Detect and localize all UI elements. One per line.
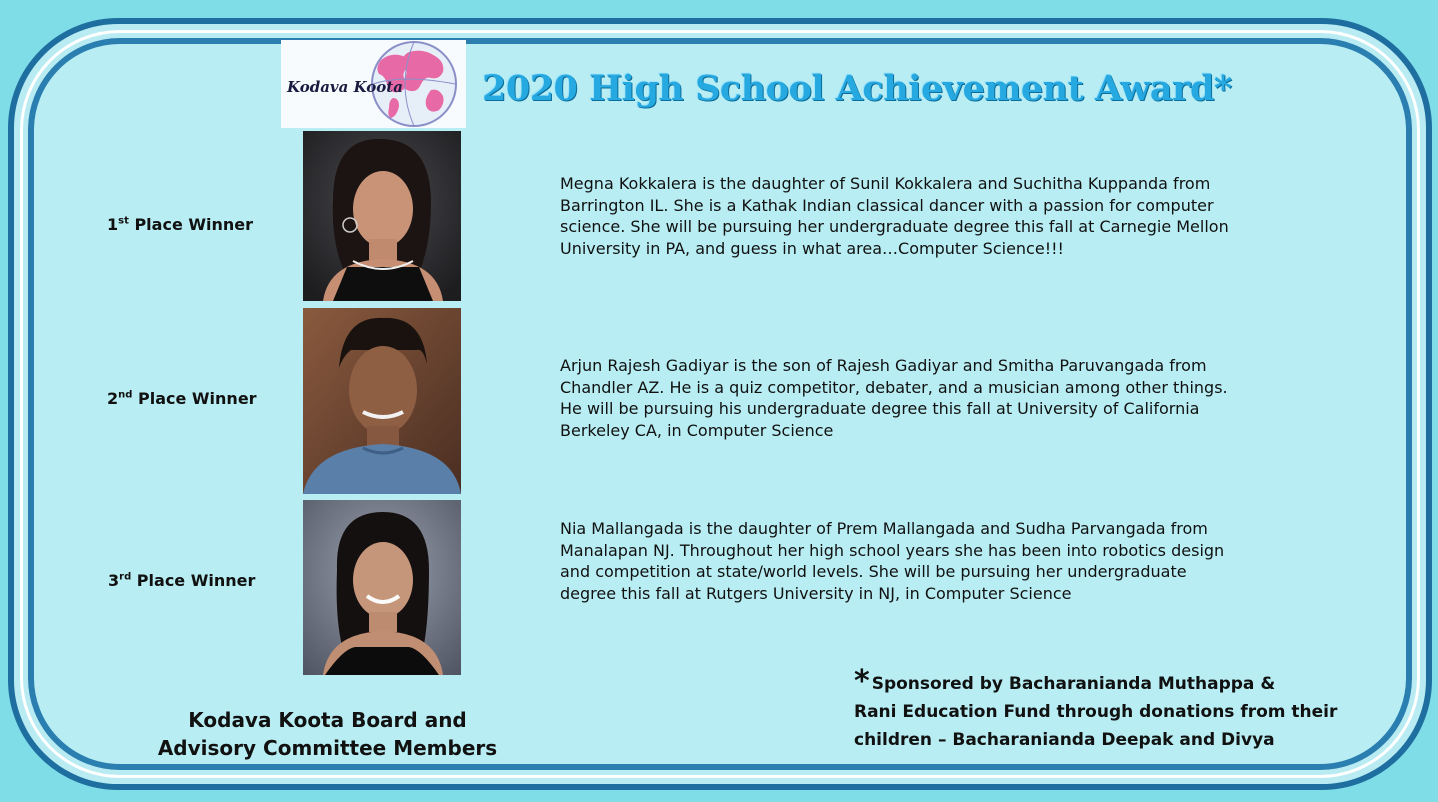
first-place-label: 1st Place Winner [107, 215, 254, 234]
kodava-koota-logo [281, 40, 466, 128]
second-place-label: 2nd Place Winner [107, 389, 257, 408]
board-credit-line1: Kodava Koota Board and [188, 708, 467, 732]
sponsor-line2: Rani Education Fund through donations from their [854, 702, 1338, 722]
second-place-photo [303, 308, 461, 494]
logo-text: Kodava Koota [287, 78, 403, 96]
second-place-bio: Arjun Rajesh Gadiyar is the son of Rajesh Gadiyar and Smitha Paruvangada from Chandler AZ. He is a quiz competitor, debater, and a musician among other things. He will be pursuing his undergraduate degree this fall at University of California Berkeley CA, in Computer Science [560, 356, 1228, 440]
third-place-photo [303, 500, 461, 675]
sponsor-line1: * Sponsored by Bacharanianda Muthappa & [854, 664, 1276, 699]
third-place-bio: Nia Mallangada is the daughter of Prem Mallangada and Sudha Parvangada from Manalapan NJ. Throughout her high school years she has been into robotics design and competition at state/world levels. She will be pursuing her undergraduate degree this fall at Rutgers University in NJ, in Computer Science [560, 519, 1225, 603]
first-place-bio: Megna Kokkalera is the daughter of Sunil Kokkalera and Suchitha Kuppanda from Barrington IL. She is a Kathak Indian classical dancer with a passion for computer science. She will be pursuing her undergraduate degree this fall at Carnegie Mellon University in PA, and guess in what area…Computer Science!!! [560, 174, 1229, 258]
board-credit [140, 706, 515, 762]
third-place-label: 3rd Place Winner [108, 571, 256, 590]
board-credit-line2: Advisory Committee Members [157, 736, 498, 760]
asterisk-mark: * [854, 664, 870, 699]
sponsor-line3: children – Bacharanianda Deepak and Divya [854, 730, 1275, 750]
page-title: 2020 High School Achievement Award* [482, 68, 1232, 109]
sponsor-note [854, 664, 1374, 754]
first-place-photo [303, 131, 461, 301]
